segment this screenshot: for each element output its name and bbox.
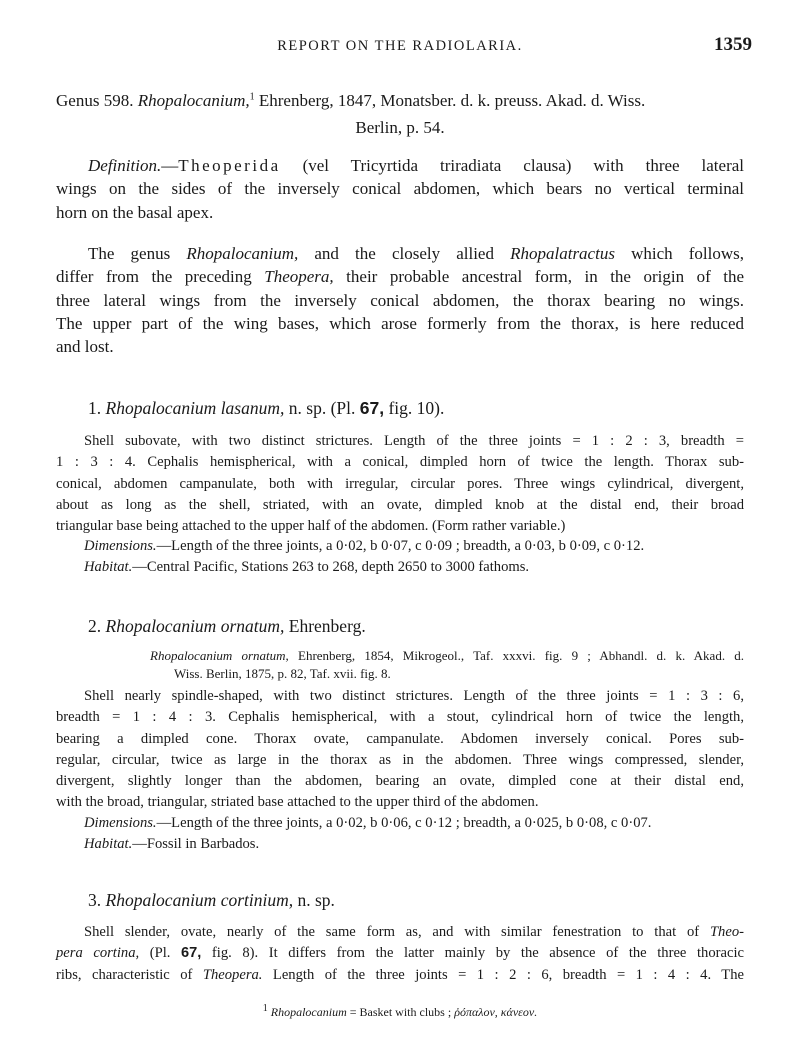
habitat-label: Habitat. [84,559,133,575]
desc-text: (Pl. [139,945,182,962]
species-number: 1. [88,398,102,418]
genus-ref: Theo- [709,924,744,940]
genus-ref: Theopera, [264,267,334,287]
species-2-description [56,686,744,814]
species-1-heading [88,398,444,419]
species-name: Rhopalocanium ornatum, [105,616,285,636]
species-3-heading [88,890,335,911]
species-name: Rhopalocanium lasanum, [105,398,285,418]
footnote-text: = Basket with clubs ; [346,1005,455,1019]
genus-ref: Theopera. [202,966,263,983]
genus-heading [56,91,645,111]
desc-text: Shell slender, ovate, nearly of the same form as, and with similar fenestration to that of [84,924,710,940]
dimensions-values: a 0·02, b 0·07, c 0·09 ; breadth, a 0·03, b 0·09, c 0·12. [326,538,645,554]
desc-line: triangular base being attached to the upper half of the abdomen. (Form rather variable.) [56,518,566,535]
species-author: Ehrenberg. [288,616,366,636]
species-status: n. sp. [297,890,335,910]
dimensions-text: —Length of the three joints, [156,815,326,831]
desc-line: divergent, slightly longer than the abdomen, bearing an ovate, dimpled cone at their distal end, [56,773,744,790]
desc-line: bearing a dimpled cone. Thorax ovate, campanulate. Abdomen inversely conical. Pores sub- [56,730,744,747]
species-3-description [56,922,744,986]
footnote [0,1003,800,1020]
definition-line-1: (vel Tricyrtida triradiata clausa) with three lateral [302,156,744,175]
figure-ref: fig. 10). [388,398,445,418]
species-number: 3. [88,890,102,910]
definition-paragraph [56,154,744,224]
definition-label: Definition. [88,156,162,175]
intro-line: and lost. [56,337,114,357]
species-number: 2. [88,616,102,636]
intro-line: The upper part of the wing bases, which arose formerly from the thorax, is here reduced [56,313,744,333]
running-head: REPORT ON THE RADIOLARIA. [277,38,523,54]
intro-text: The genus [88,244,187,263]
dimensions-text: —Length of the three joints, [156,538,326,554]
desc-line: breadth = 1 : 4 : 3. Cephalis hemispherical, with a stout, cylindrical horn of twice the length, [56,709,744,726]
plate-number: 67, [359,398,385,418]
species-2-habitat [84,836,259,853]
desc-line: 1 : 3 : 4. Cephalis hemispherical, with a conical, dimpled horn of twice the length. Thorax sub- [56,454,744,471]
habitat-label: Habitat. [84,836,133,852]
dimensions-label: Dimensions. [84,538,157,554]
desc-text: ribs, characteristic of [56,966,203,983]
intro-text: differ from the preceding [56,267,265,287]
genus-citation: Ehrenberg, 1847, Monatsber. d. k. preuss. Akad. d. Wiss. [258,91,646,110]
intro-text: their probable ancestral form, in the origin of the [333,267,745,287]
synonym-ref: Wiss. Berlin, 1875, p. 82, Taf. xvii. fig. 8. [174,666,391,681]
desc-line: regular, circular, twice as large in the thorax as in the abdomen. Three wings compressed, slender, [56,751,744,768]
footnote-greek: ῥόπαλον, κάνεον. [454,1005,538,1019]
species-1-description [56,431,744,537]
genus-number: Genus 598. [56,91,134,110]
intro-line: three lateral wings from the inversely conical abdomen, the thorax bearing no wings. [56,290,744,310]
species-2-synonymy [150,647,744,683]
species-2-heading [88,616,366,637]
habitat-text: —Central Pacific, Stations 263 to 268, depth 2650 to 3000 fathoms. [132,559,530,575]
desc-line: with the broad, triangular, striated base attached to the upper third of the abdomen. [56,794,539,811]
synonym-ref: Ehrenberg, 1854, Mikrogeol., Taf. xxxvi. fig. 9 ; Abhandl. d. k. Akad. d. [298,648,744,663]
species-1-habitat [84,559,529,576]
footnote-mark: 1 [262,1003,268,1014]
definition-dash: — [161,156,179,175]
genus-ref: Rhopalatractus [510,244,615,263]
definition-line-2: wings on the sides of the inversely conical abdomen, which bears no vertical terminal [56,179,744,199]
genus-ref: Rhopalocanium, [186,244,299,263]
species-status: n. sp. (Pl. [288,398,356,418]
intro-paragraph [56,242,744,358]
species-2-dimensions [84,815,651,832]
dimensions-values: a 0·02, b 0·06, c 0·12 ; breadth, a 0·025, b 0·08, c 0·07. [326,815,652,831]
footnote-term: Rhopalocanium [270,1005,347,1019]
desc-text: fig. 8). It differs from the latter mainly by the absence of the three thoracic [201,945,744,962]
desc-line: about as long as the shell, striated, with an ovate, dimpled knob at the distal end, their broad [56,496,744,513]
habitat-text: —Fossil in Barbados. [132,836,260,852]
genus-citation-cont: Berlin, p. 54. [355,118,445,137]
page-number: 1359 [714,34,752,55]
species-1-dimensions [84,538,644,555]
genus-ref: pera cortina, [56,945,140,962]
species-name: Rhopalocanium cortinium, [105,890,294,910]
intro-text: and the closely allied [298,244,511,263]
genus-name: Rhopalocanium, [137,91,250,110]
desc-line: Shell subovate, with two distinct strictures. Length of the three joints = 1 : 2 : 3, breadth = [84,433,744,449]
definition-line-3: horn on the basal apex. [56,202,214,222]
dimensions-label: Dimensions. [84,815,157,831]
desc-line: conical, abdomen campanulate, both with irregular, circular pores. Three wings cylindrical, divergent, [56,475,744,492]
family-name: Theoperida [178,156,281,175]
intro-text: which follows, [614,244,744,263]
plate-number: 67, [181,945,202,962]
desc-text: Length of the three joints = 1 : 2 : 6, breadth = 1 : 4 : 4. The [262,966,744,983]
footnote-ref: 1 [249,91,255,103]
synonym-name: Rhopalocanium ornatum, [150,648,289,663]
desc-line: Shell nearly spindle-shaped, with two distinct strictures. Length of the three joints = 1 : 3 : 6, [84,688,744,704]
